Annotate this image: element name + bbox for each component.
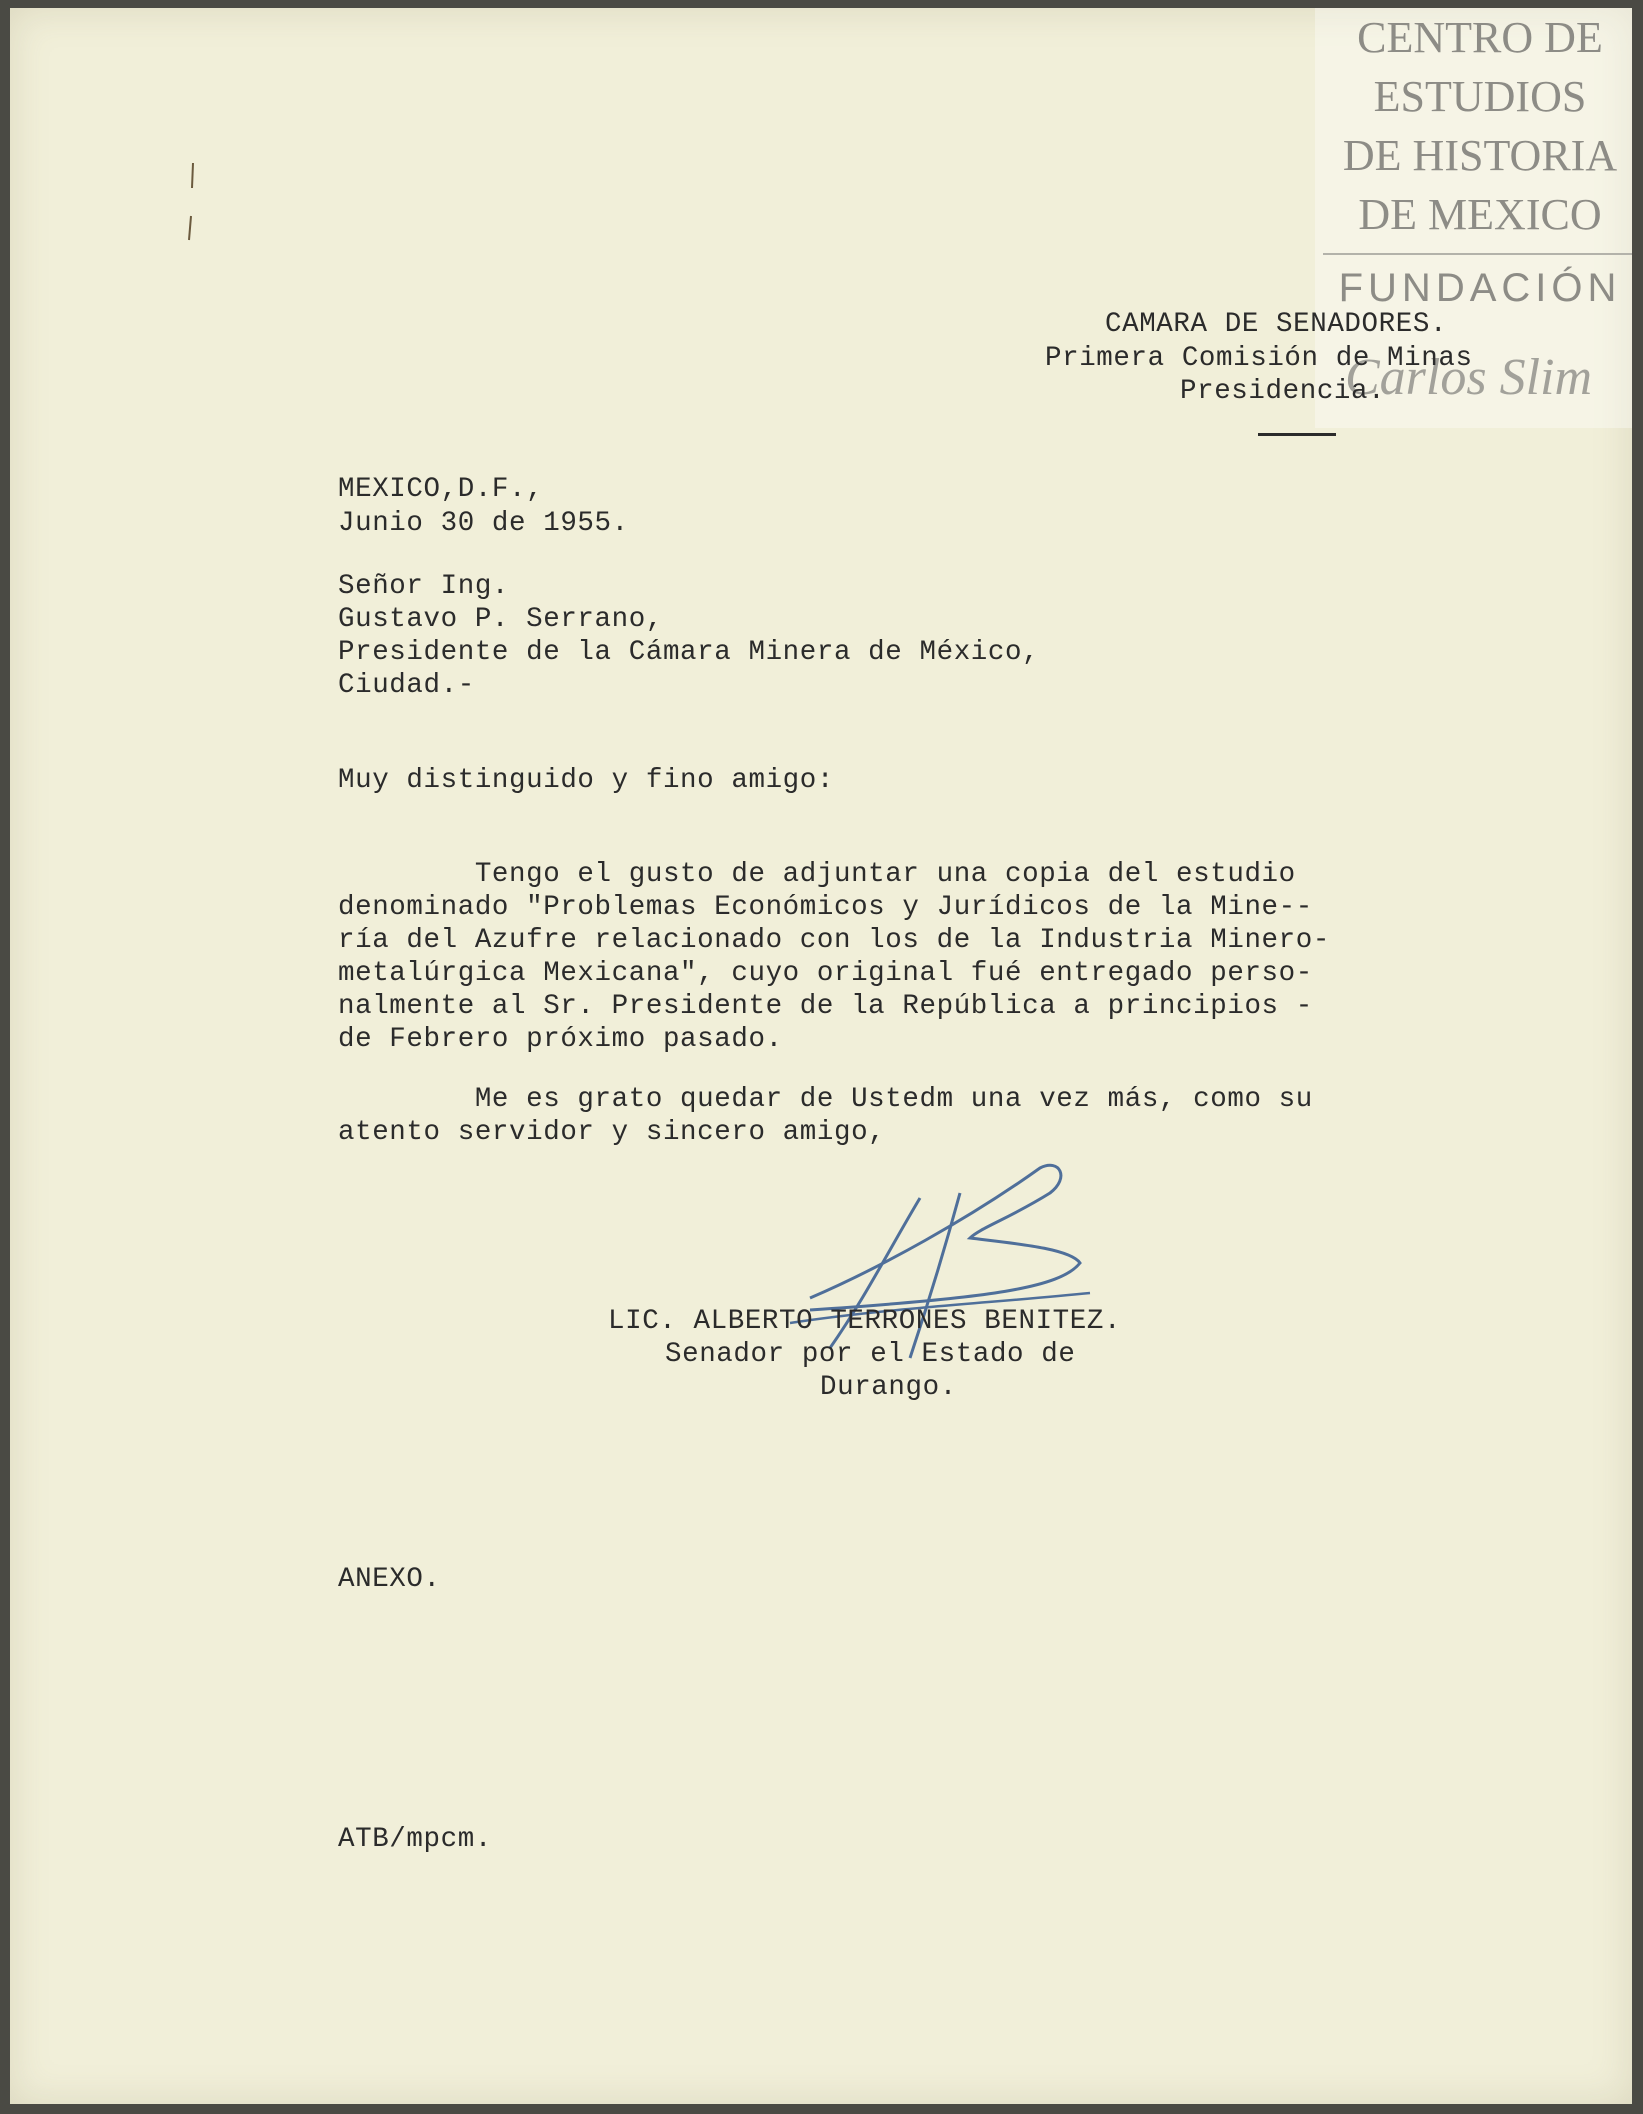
- place-line: MEXICO,D.F.,: [338, 474, 544, 505]
- letter-page: [10, 8, 1632, 2104]
- margin-pencil-mark: [180, 158, 200, 248]
- letterhead-commission: Primera Comisión de Minas: [1045, 343, 1473, 374]
- watermark-line: DE MEXICO: [1358, 190, 1602, 239]
- body-line: ría del Azufre relacionado con los de la Industria Minero-: [338, 925, 1330, 956]
- body-line: denominado "Problemas Económicos y Jurídicos de la Mine--: [338, 892, 1313, 923]
- typist-initials: ATB/mpcm.: [338, 1824, 492, 1855]
- body-line: metalúrgica Mexicana", cuyo original fué entregado perso-: [338, 958, 1313, 989]
- watermark-divider: [1323, 253, 1632, 255]
- recipient-name: Gustavo P. Serrano,: [338, 604, 663, 635]
- body-line: nalmente al Sr. Presidente de la República a principios -: [338, 991, 1313, 1022]
- body-line: Tengo el gusto de adjuntar una copia del estudio: [338, 859, 1296, 890]
- greeting: Muy distinguido y fino amigo:: [338, 765, 834, 796]
- body-line: Me es grato quedar de Ustedm una vez más, como su: [338, 1084, 1313, 1115]
- watermark-line: ESTUDIOS: [1373, 72, 1587, 121]
- watermark-line: DE HISTORIA: [1342, 131, 1618, 180]
- body-line: de Febrero próximo pasado.: [338, 1024, 783, 1055]
- recipient-salutation: Señor Ing.: [338, 571, 510, 602]
- recipient-city: Ciudad.-: [338, 670, 475, 701]
- letterhead-office: Presidencia.: [1180, 376, 1386, 407]
- letterhead-rule: [1258, 433, 1336, 436]
- watermark-signature: Carlos Slim: [1345, 349, 1593, 406]
- recipient-title: Presidente de la Cámara Minera de México,: [338, 637, 1040, 668]
- signatory-role: Senador por el Estado de: [665, 1339, 1076, 1370]
- signatory-name: LIC. ALBERTO TERRONES BENITEZ.: [608, 1306, 1122, 1337]
- annex-label: ANEXO.: [338, 1564, 441, 1595]
- watermark-line: CENTRO DE: [1357, 13, 1603, 62]
- watermark-foundation: FUNDACIÓN: [1338, 266, 1622, 310]
- body-line: atento servidor y sincero amigo,: [338, 1117, 886, 1148]
- signatory-state: Durango.: [820, 1372, 957, 1403]
- date-line: Junio 30 de 1955.: [338, 508, 629, 539]
- letterhead-chamber: CAMARA DE SENADORES.: [1105, 309, 1448, 340]
